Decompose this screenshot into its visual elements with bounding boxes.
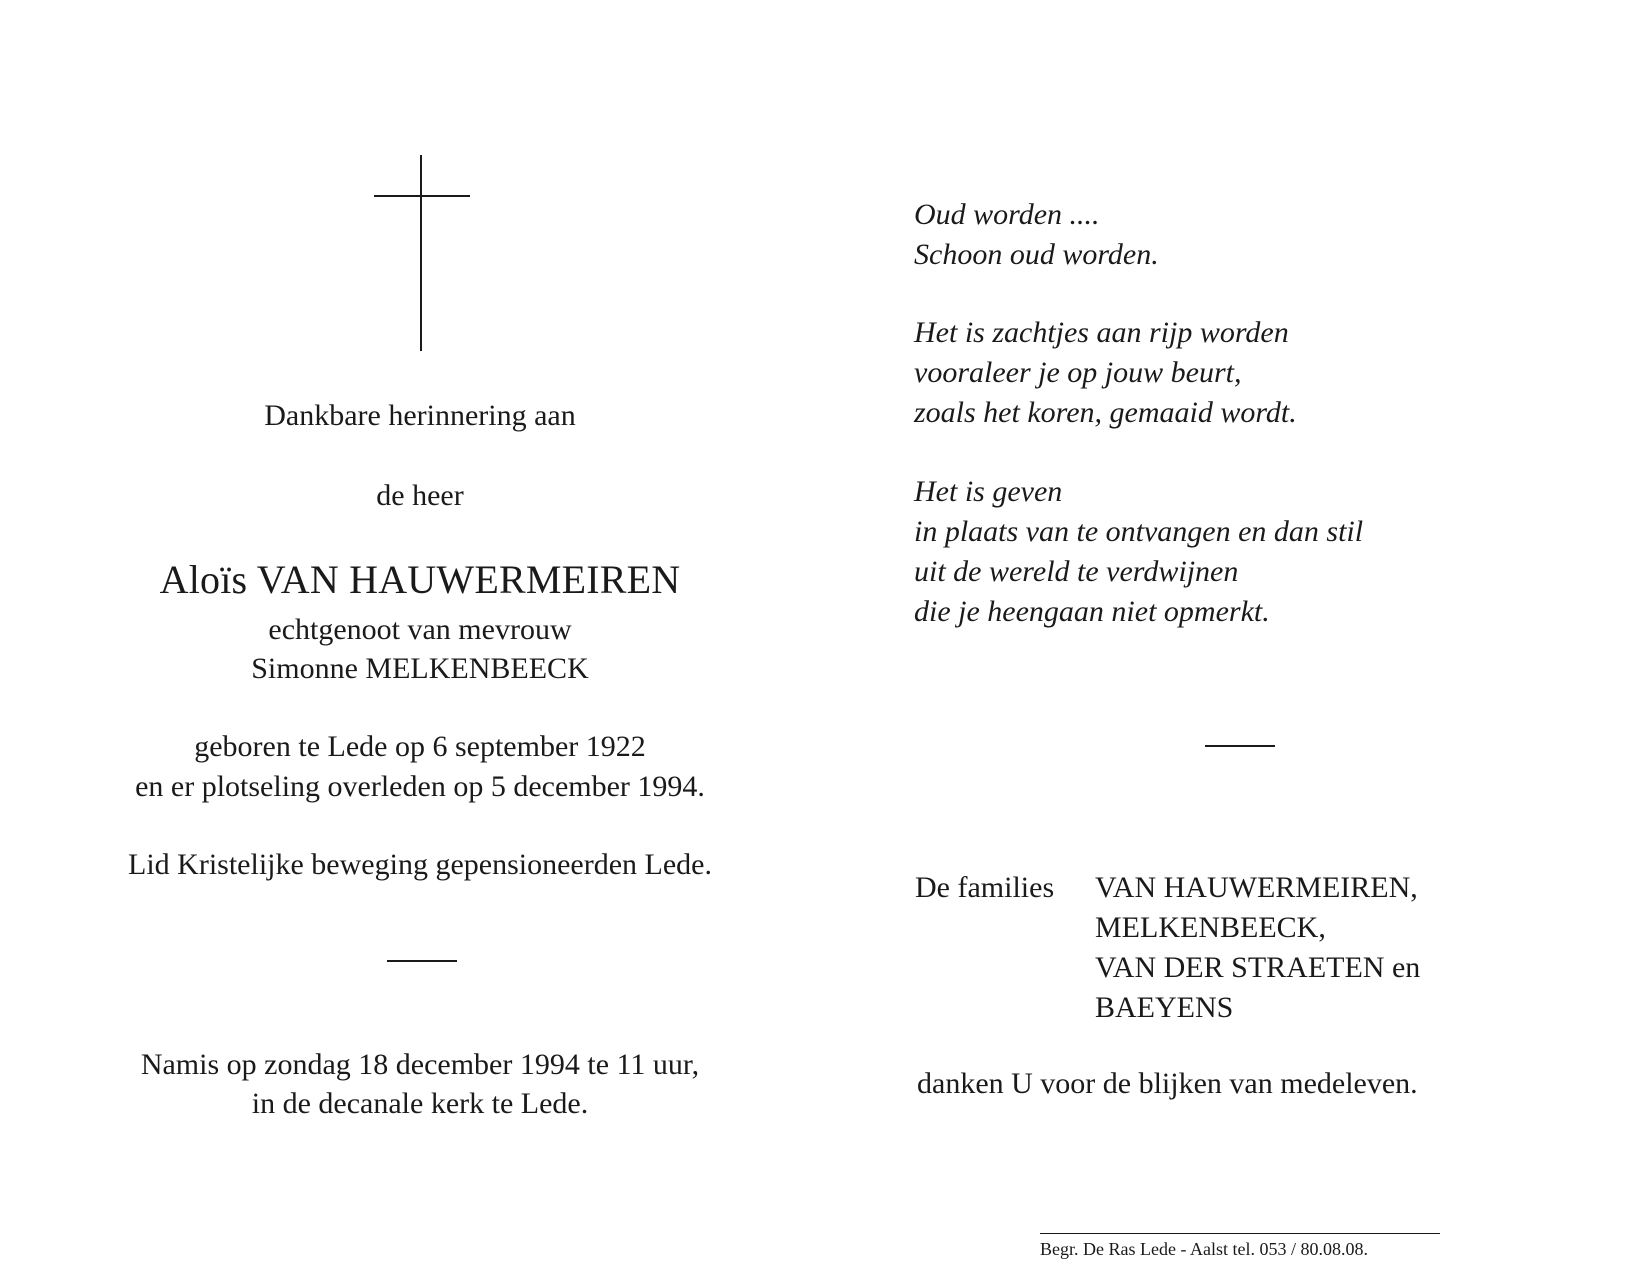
family-name: MELKENBEECK, [1095,911,1326,944]
membership-line: Lid Kristelijke beweging gepensioneerden Lede. [128,848,712,881]
family-name: VAN DER STRAETEN en [1095,951,1421,984]
birth-line: geboren te Lede op 6 september 1922 [194,730,646,763]
title-prefix: de heer [376,479,464,512]
family-name: VAN HAUWERMEIREN, [1095,871,1418,904]
death-line: en er plotseling overleden op 5 december 1994. [135,770,705,803]
family-name: BAEYENS [1095,991,1234,1024]
poem-line: Het is zachtjes aan rijp worden [914,316,1289,349]
right-divider [1205,745,1275,747]
poem-line: uit de wereld te verdwijnen [914,555,1239,588]
poem-line: zoals het koren, gemaaid wordt. [914,396,1297,429]
thanks-line: danken U voor de blijken van medeleven. [917,1067,1418,1100]
poem-line: Het is geven [914,475,1063,508]
poem-line: vooraleer je op jouw beurt, [914,356,1242,389]
left-divider [387,960,457,962]
poem-line: Oud worden .... [914,198,1100,231]
mass-line-1: Namis op zondag 18 december 1994 te 11 uur, [140,1048,700,1081]
cross-horizontal-bar [374,195,470,197]
spouse-line-1: echtgenoot van mevrouw [268,613,572,646]
cross-vertical-bar [420,155,422,351]
footer-rule [1040,1233,1440,1234]
poem-line: Schoon oud worden. [914,238,1159,271]
families-label: De families [915,871,1055,904]
poem-line: in plaats van te ontvangen en dan stil [914,515,1364,548]
mass-line-2: in de decanale kerk te Lede. [251,1087,589,1120]
printer-credit: Begr. De Ras Lede - Aalst tel. 053 / 80.08.08. [1040,1239,1368,1259]
intro-line: Dankbare herinnering aan [264,399,576,432]
poem-line: die je heengaan niet opmerkt. [914,595,1270,628]
spouse-line-2: Simonne MELKENBEECK [251,652,589,685]
deceased-name: Aloïs VAN HAUWERMEIREN [159,557,681,602]
